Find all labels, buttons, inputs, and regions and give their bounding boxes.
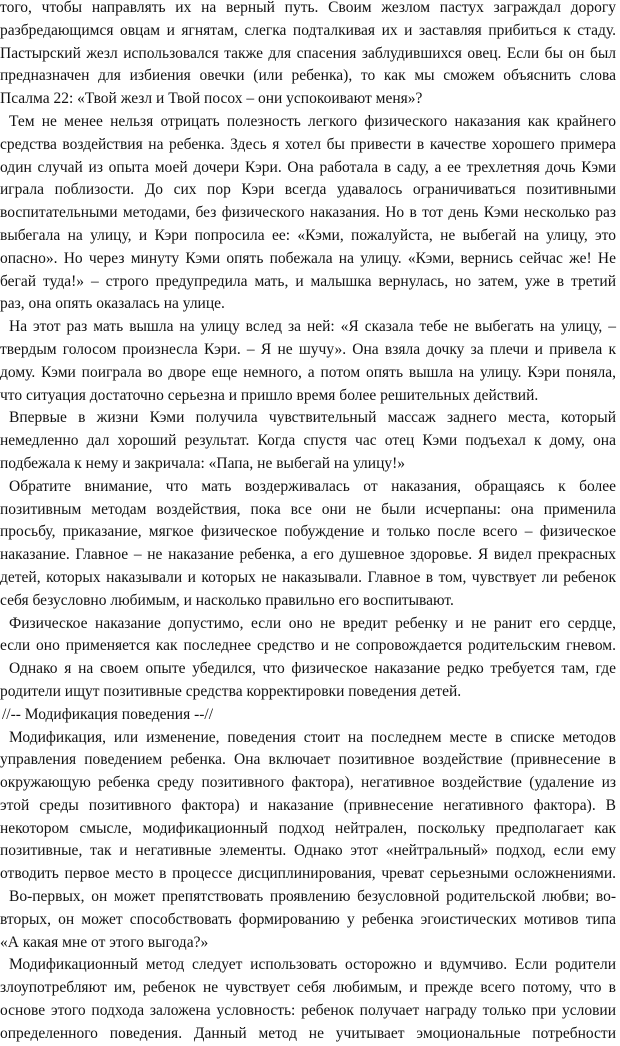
text-line: опасно». Но через минуту Кэми опять побежала на улицу. «Кэми, вернись сейчас же! Не xyxy=(0,249,616,267)
text-line: определенного поведения. Данный метод не учитывает эмоциональные потребности xyxy=(0,1024,616,1042)
text-line: что ситуация достаточно серьезна и пришло время более решительных действий. xyxy=(0,386,539,404)
text-line: На этот раз мать вышла на улицу вслед за ней: «Я сказала тебе не выбегать на улицу, – xyxy=(9,318,616,336)
text-line: Модификация, или изменение, поведения стоит на последнем месте в списке методов xyxy=(9,728,616,746)
text-line: играла поблизости. До сих пор Кэри всегда удавалось ограничиваться позитивными xyxy=(0,181,616,199)
text-line: основе этого подхода заложена условность: ребенок получает награду только при условии xyxy=(0,1002,616,1020)
text-line: Физическое наказание допустимо, если оно не вредит ребенку и не ранит его сердце, xyxy=(9,614,616,632)
text-line: средства воздействия на ребенка. Здесь я хотел бы привести в качестве хорошего примера xyxy=(0,135,616,153)
text-line: вторых, он может способствовать формированию у ребенка эгоистических мотивов типа xyxy=(0,910,616,928)
text-line: Псалма 22: «Твой жезл и Твой посох – они успокоивают меня»? xyxy=(0,90,423,108)
text-line: если оно применяется как последнее средство и не сопровождается родительским гневом. xyxy=(0,637,616,655)
text-line: разбредающимся овцам и ягнятам, слегка подталкивая их и заставляя прибиться к стаду. xyxy=(0,21,616,39)
text-line: отводить первое место в процессе дисциплинирования, чреват серьезными осложнениями. xyxy=(0,865,616,883)
text-line: Модификационный метод следует использовать осторожно и вдумчиво. Если родители xyxy=(9,956,616,974)
text-line: Тем не менее нельзя отрицать полезность легкого физического наказания как крайнего xyxy=(9,112,616,130)
text-line: Пастырский жезл использовался также для спасения заблудившихся овец. Если бы он был xyxy=(0,44,616,62)
text-line: позитивным методам воздействия, пока все они не были исчерпаны: она применила xyxy=(0,500,616,518)
text-line: себя безусловно любимым, и насколько правильно его воспитывают. xyxy=(0,591,454,609)
text-line: бегай туда!» – строго предупредила мать, и малышка вернулась, но затем, уже в третий xyxy=(0,272,616,290)
text-line: Однако я на своем опыте убедился, что физическое наказание редко требуется там, где xyxy=(9,660,616,678)
text-line: выбегала на улицу, и Кэри попросила ее: «Кэми, пожалуйста, не выбегай на улицу, это xyxy=(0,226,616,244)
text-line: Обратите внимание, что мать воздерживалась от наказания, обращаясь к более xyxy=(9,477,616,495)
text-line: Впервые в жизни Кэми получила чувствительный массаж заднего места, который xyxy=(9,409,616,427)
text-line: «А какая мне от этого выгода?» xyxy=(0,933,209,951)
text-line: просьбу, приказание, мягкое физическое побуждение и только после всего – физическое xyxy=(0,523,616,541)
text-line: детей, которых наказывали и которых не наказывали. Главное в том, чувствует ли ребенок xyxy=(0,568,616,586)
text-line: Во-первых, он может препятствовать проявлению безусловной родительской любви; во- xyxy=(9,888,616,906)
text-line: некотором смысле, модификационный подход нейтрален, поскольку предполагает как xyxy=(0,819,616,837)
text-line: подбежала к нему и закричала: «Папа, не выбегай на улицу!» xyxy=(0,454,406,472)
text-line: этой среды позитивного фактора) и наказание (привнесение негативного фактора). В xyxy=(0,796,616,814)
text-line: дому. Кэми поиграла во дворе еще немного, а потом опять вышла на улицу. Кэри поняла, xyxy=(0,363,616,381)
section-heading: //-- Модификация поведения --// xyxy=(2,705,214,723)
text-line: наказание. Главное – не наказание ребенка, а его душевное здоровье. Я видел прекрасных xyxy=(0,546,616,564)
text-line: предназначен для избиения овечки (или ребенка), то как мы сможем объяснить слова xyxy=(0,67,616,85)
text-line: того, чтобы направлять их на верный путь. Своим жезлом пастух заграждал дорогу xyxy=(0,0,616,16)
text-line: один случай из опыта моей дочери Кэри. Она работала в саду, а ее трехлетняя дочь Кэми xyxy=(0,158,616,176)
text-line: окружающую ребенка среду позитивного фактора), негативное воздействие (удаление из xyxy=(0,774,616,792)
text-line: твердым голосом произнесла Кэри. – Я не шучу». Она взяла дочку за плечи и привела к xyxy=(0,340,616,358)
text-line: немедленно дал хороший результат. Когда спустя час отец Кэми подъехал к дому, она xyxy=(0,432,616,450)
text-line: злоупотребляют им, ребенок не чувствует себя любимым, и прежде всего потому, что в xyxy=(0,979,616,997)
text-line: управления поведением ребенка. Она включает позитивное воздействие (привнесение в xyxy=(0,751,616,769)
text-line: воспитательными методами, без физического наказания. Но в тот день Кэми несколько раз xyxy=(0,204,616,222)
text-line: родители ищут позитивные средства корректировки поведения детей. xyxy=(0,682,462,700)
text-line: раз, она опять оказалась на улице. xyxy=(0,295,225,313)
text-line: позитивные, так и негативные элементы. Однако этот «нейтральный» подход, если ему xyxy=(0,842,616,860)
